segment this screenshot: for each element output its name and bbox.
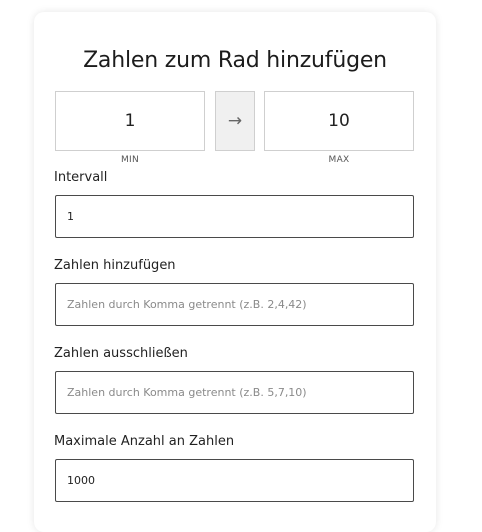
max-count-label: Maximale Anzahl an Zahlen bbox=[54, 434, 235, 449]
interval-input[interactable] bbox=[55, 195, 414, 238]
min-number-input[interactable] bbox=[55, 91, 205, 151]
number-wheel-form-card bbox=[34, 12, 436, 532]
add-numbers-input[interactable] bbox=[55, 283, 414, 326]
min-label: MIN bbox=[120, 155, 140, 165]
add-numbers-label: Zahlen hinzufügen bbox=[54, 258, 176, 273]
max-count-input[interactable] bbox=[55, 459, 414, 502]
arrow-right-icon: → bbox=[215, 91, 255, 151]
interval-label: Intervall bbox=[54, 170, 108, 185]
exclude-numbers-input[interactable] bbox=[55, 371, 414, 414]
exclude-numbers-label: Zahlen ausschließen bbox=[54, 346, 188, 361]
max-label: MAX bbox=[328, 155, 350, 165]
max-number-input[interactable] bbox=[264, 91, 414, 151]
form-title: Zahlen zum Rad hinzufügen bbox=[83, 48, 387, 73]
